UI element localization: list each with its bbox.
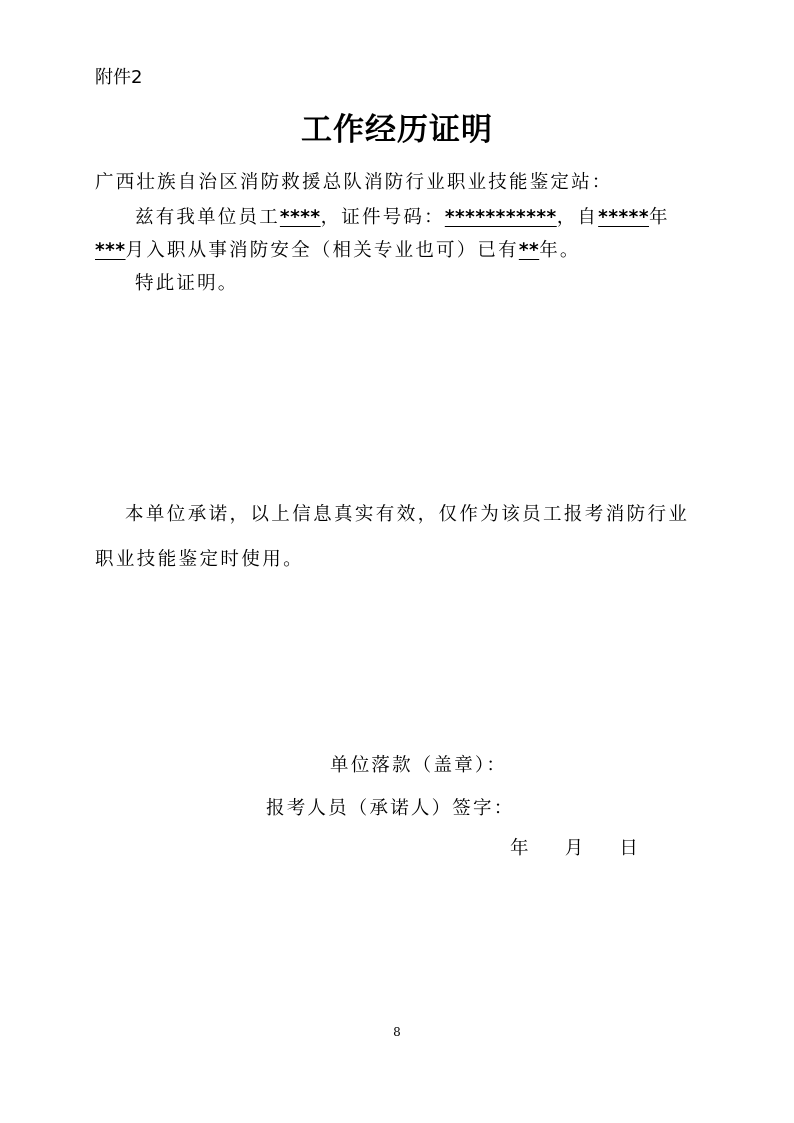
certify-line: 特此证明。 xyxy=(135,273,239,294)
page-number: 8 xyxy=(393,1025,401,1039)
document-title: 工作经历证明 xyxy=(301,112,493,148)
promise-line-1: 本单位承诺，以上信息真实有效，仅作为该员工报考消防行业 xyxy=(125,504,690,525)
statement-prefix: 兹有我单位员工 xyxy=(135,207,280,228)
promise-line-2: 职业技能鉴定时使用。 xyxy=(95,549,305,570)
addressee-line: 广西壮族自治区消防救援总队消防行业职业技能鉴定站： xyxy=(95,172,613,193)
applicant-signature-label: 报考人员（承诺人）签字： xyxy=(266,798,515,819)
date-month-label: 月 xyxy=(564,838,586,859)
statement-from-label: ，自 xyxy=(556,207,599,228)
attachment-label: 附件2 xyxy=(95,67,143,88)
statement-line-1 xyxy=(135,203,670,229)
unit-seal-label: 单位落款（盖章）： xyxy=(330,755,508,776)
date-year-label: 年 xyxy=(510,838,531,859)
start-month-field: *** xyxy=(95,240,126,261)
years-suffix: 年。 xyxy=(539,240,581,261)
date-line xyxy=(510,834,640,860)
statement-id-label: ，证件号码： xyxy=(320,207,445,228)
id-number-field: *********** xyxy=(444,207,557,228)
statement-job-text: 月入职从事消防安全（相关专业也可）已有 xyxy=(125,240,519,261)
start-year-field: ***** xyxy=(598,207,650,228)
statement-line-2 xyxy=(95,236,581,262)
date-day-label: 日 xyxy=(619,838,641,859)
employee-name-field: **** xyxy=(279,207,321,228)
years-count-field: ** xyxy=(518,240,540,261)
year-label: 年 xyxy=(649,207,670,228)
